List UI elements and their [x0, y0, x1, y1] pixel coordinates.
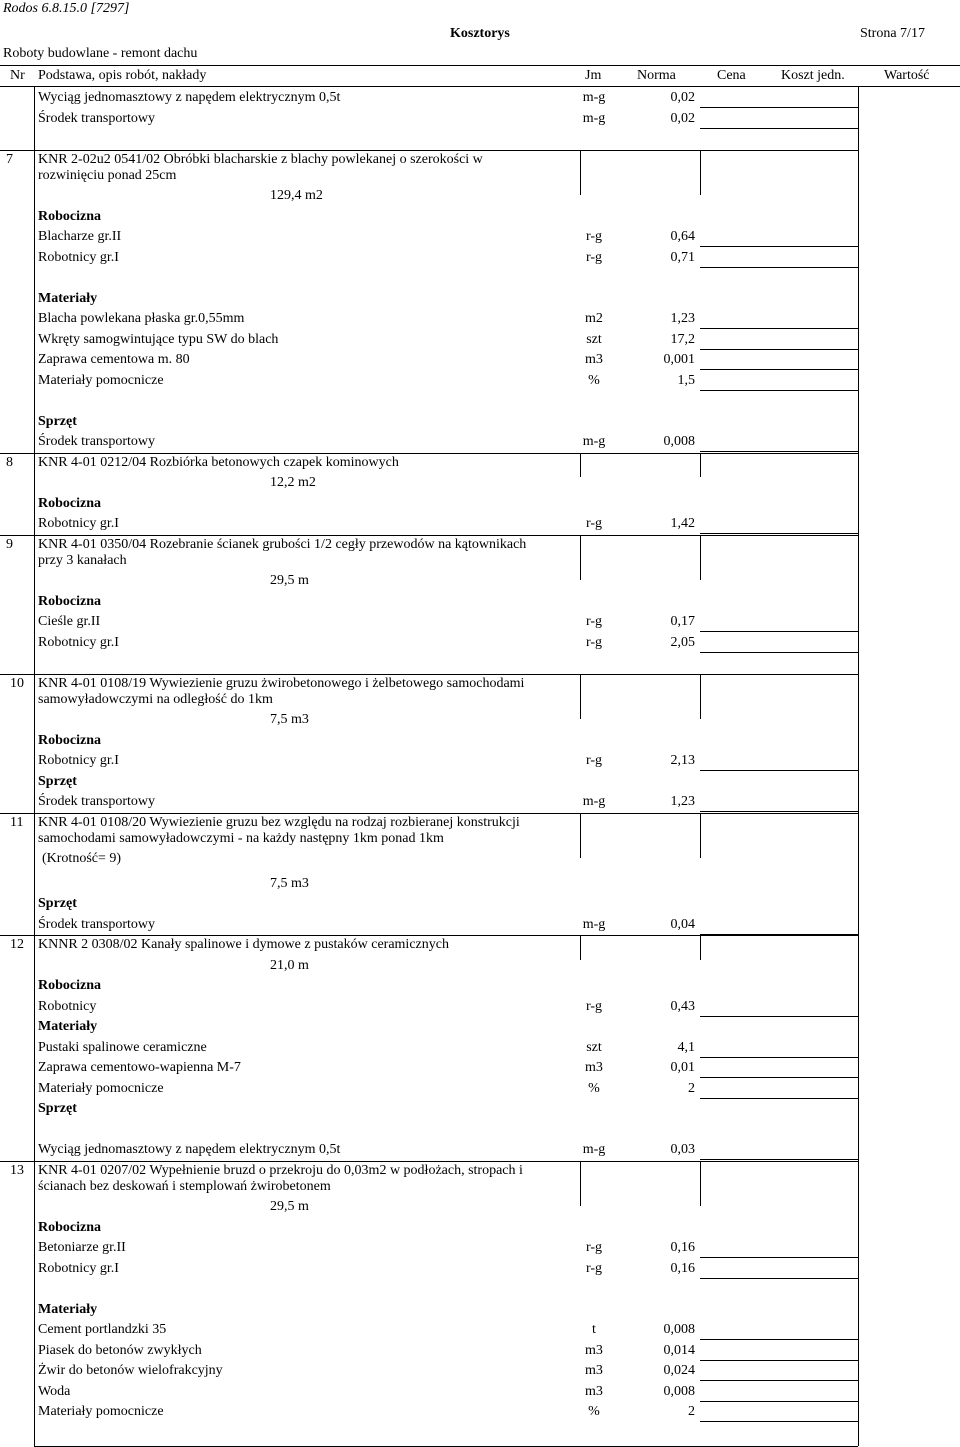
- resource-unit: r-g: [585, 753, 603, 768]
- position-description: KNR 4-01 0350/04 Rozebranie ścianek grubości 1/2 cegły przewodów na kątownikach: [38, 536, 527, 552]
- resource-unit: szt: [586, 1039, 602, 1055]
- col-koszt: Koszt jedn.: [781, 68, 845, 83]
- resource-name: Wyciąg jednomasztowy z napędem elektrycznym 0,5t: [38, 90, 341, 105]
- resource-name: Robotnicy gr.I: [38, 1260, 119, 1276]
- resource-rule: [700, 1401, 858, 1402]
- resource-unit: r-g: [585, 229, 603, 244]
- position-description-cont: rozwinięciu ponad 25cm: [38, 167, 177, 183]
- position-jm-rule: [580, 535, 581, 580]
- resource-norm: 0,008: [663, 434, 695, 449]
- col-jm: Jm: [585, 68, 602, 83]
- position-number: 9: [6, 536, 13, 552]
- resource-unit: m-g: [582, 434, 606, 449]
- position-quantity: 21,0 m: [270, 957, 309, 973]
- position-norma-rule: [700, 813, 701, 858]
- section-heading: Robocizna: [38, 208, 101, 224]
- position-description-cont: samochodami samowyładowczymi - na każdy następny 1km ponad 1km: [38, 830, 444, 846]
- resource-norm: 0,014: [663, 1342, 695, 1358]
- app-version: Rodos 6.8.15.0 [7297]: [3, 1, 130, 16]
- resource-rule: [700, 1421, 858, 1422]
- position-quantity: 7,5 m3: [270, 875, 309, 891]
- resource-rule: [700, 369, 858, 370]
- position-quantity: 29,5 m: [270, 1199, 309, 1214]
- resource-name: Wkręty samogwintujące typu SW do blach: [38, 331, 279, 347]
- resource-unit: r-g: [585, 634, 603, 650]
- resource-unit: r-g: [585, 1260, 603, 1276]
- resource-unit: szt: [586, 331, 602, 347]
- resource-name: Zaprawa cementowo-wapienna M-7: [38, 1060, 241, 1075]
- position-jm-rule: [580, 150, 581, 195]
- position-quantity: 7,5 m3: [270, 712, 309, 727]
- resource-name: Środek transportowy: [38, 794, 156, 809]
- resource-name: Robotnicy gr.I: [38, 516, 119, 531]
- position-description: KNNR 2 0308/02 Kanały spalinowe i dymowe z pustaków ceramicznych: [38, 937, 449, 952]
- position-separator: [0, 813, 858, 814]
- resource-name: Cement portlandzki 35: [38, 1322, 167, 1337]
- resource-unit: %: [588, 1404, 600, 1419]
- resource-norm: 1,42: [670, 516, 695, 531]
- position-description: KNR 4-01 0108/20 Wywiezienie gruzu bez względu na rodzaj rozbieranej konstrukcji: [38, 814, 520, 830]
- position-description-cont: samowyładowczymi na odległość do 1km: [38, 691, 273, 707]
- section-heading: Robocizna: [38, 495, 101, 511]
- section-heading: Sprzęt: [38, 1101, 77, 1116]
- nr-column-line: [34, 86, 35, 1446]
- resource-unit: r-g: [585, 249, 603, 265]
- col-cena: Cena: [717, 68, 746, 83]
- section-heading: Materiały: [38, 290, 98, 306]
- section-heading: Sprzęt: [38, 773, 77, 789]
- resource-unit: m3: [585, 1383, 603, 1399]
- resource-name: Materiały pomocnicze: [38, 372, 164, 388]
- resource-unit: r-g: [585, 614, 603, 629]
- position-quantity: 29,5 m: [270, 573, 309, 588]
- position-norma-rule: [700, 150, 701, 195]
- resource-name: Blacharze gr.II: [38, 229, 122, 244]
- resource-name: Środek transportowy: [38, 434, 156, 449]
- resource-norm: 1,23: [670, 311, 695, 326]
- resource-norm: 0,001: [663, 352, 695, 367]
- resource-unit: m3: [585, 1363, 603, 1378]
- position-description: KNR 4-01 0207/02 Wypełnienie bruzd o przekroju do 0,03m2 w podłożach, stropach i: [38, 1162, 523, 1178]
- resource-norm: 0,43: [670, 998, 695, 1014]
- resource-rule: [700, 349, 858, 350]
- resource-rule: [700, 770, 858, 771]
- resource-unit: m-g: [582, 90, 606, 105]
- position-jm-rule: [580, 674, 581, 719]
- resource-name: Materiały pomocnicze: [38, 1404, 164, 1419]
- header-top-rule: [0, 65, 960, 66]
- resource-norm: 2,13: [670, 753, 695, 768]
- resource-name: Piasek do betonów zwykłych: [38, 1342, 202, 1358]
- resource-norm: 17,2: [670, 331, 695, 347]
- resource-norm: 0,02: [670, 110, 695, 126]
- position-jm-rule: [580, 935, 581, 960]
- resource-name: Robotnicy: [38, 998, 97, 1014]
- resource-rule: [700, 390, 858, 391]
- resource-unit: m-g: [582, 794, 606, 809]
- resource-norm: 4,1: [677, 1039, 695, 1055]
- resource-unit: r-g: [585, 1240, 603, 1255]
- resource-unit: r-g: [585, 516, 603, 531]
- position-description-cont: ścianach bez deskowań i stemplowań żwirobetonem: [38, 1178, 331, 1194]
- position-separator: [0, 674, 858, 675]
- resource-norm: 0,16: [670, 1260, 695, 1276]
- position-separator: [0, 535, 858, 536]
- section-heading: Robocizna: [38, 593, 101, 609]
- resource-rule: [700, 267, 858, 268]
- position-description-cont: przy 3 kanałach: [38, 552, 127, 568]
- position-separator: [0, 150, 858, 151]
- resource-norm: 0,16: [670, 1240, 695, 1255]
- resource-unit: m3: [585, 1342, 603, 1358]
- position-norma-rule: [700, 453, 701, 478]
- position-description: KNR 4-01 0108/19 Wywiezienie gruzu żwirobetonowego i żelbetowego samochodami: [38, 675, 525, 691]
- resource-name: Środek transportowy: [38, 916, 156, 932]
- position-number: 13: [10, 1162, 24, 1178]
- resource-name: Blacha powlekana płaska gr.0,55mm: [38, 311, 245, 326]
- resource-rule: [700, 246, 858, 247]
- position-separator: [0, 935, 858, 936]
- position-quantity: 12,2 m2: [270, 475, 316, 490]
- resource-unit: m3: [585, 1060, 603, 1075]
- section-heading: Robocizna: [38, 1219, 101, 1235]
- col-wartosc: Wartość: [884, 68, 930, 83]
- col-nr: Nr: [10, 68, 25, 83]
- resource-unit: m-g: [582, 916, 606, 932]
- resource-norm: 0,64: [670, 229, 695, 244]
- position-separator: [0, 1161, 858, 1162]
- position-number: 10: [10, 675, 24, 691]
- multiplicity-note: (Krotność= 9): [42, 851, 122, 866]
- section-heading: Robocizna: [38, 978, 101, 993]
- resource-rule: [700, 1016, 858, 1017]
- position-norma-rule: [700, 535, 701, 580]
- position-jm-rule: [580, 813, 581, 858]
- resource-name: Zaprawa cementowa m. 80: [38, 352, 190, 367]
- resource-rule: [700, 1380, 858, 1381]
- resource-unit: m2: [585, 311, 603, 326]
- page-number: Strona 7/17: [860, 26, 925, 41]
- resource-name: Cieśle gr.II: [38, 614, 101, 629]
- doc-title: Kosztorys: [450, 26, 510, 41]
- section-heading: Sprzęt: [38, 413, 77, 429]
- resource-unit: %: [588, 372, 600, 388]
- resource-rule: [700, 328, 858, 329]
- resource-norm: 1,23: [670, 794, 695, 809]
- resource-name: Robotnicy gr.I: [38, 249, 119, 265]
- resource-norm: 1,5: [677, 372, 695, 388]
- position-description: KNR 4-01 0212/04 Rozbiórka betonowych czapek kominowych: [38, 454, 399, 470]
- position-jm-rule: [580, 453, 581, 478]
- resource-norm: 0,04: [670, 916, 695, 932]
- resource-rule: [700, 128, 858, 129]
- position-number: 7: [6, 151, 13, 167]
- resource-name: Wyciąg jednomasztowy z napędem elektrycznym 0,5t: [38, 1142, 341, 1157]
- section-heading: Robocizna: [38, 732, 101, 748]
- resource-rule: [700, 1098, 858, 1099]
- resource-rule: [700, 1057, 858, 1058]
- resource-norm: 0,03: [670, 1142, 695, 1157]
- resource-name: Robotnicy gr.I: [38, 634, 119, 650]
- resource-norm: 0,01: [670, 1060, 695, 1075]
- resource-norm: 0,024: [663, 1363, 695, 1378]
- resource-unit: %: [588, 1080, 600, 1096]
- resource-unit: m3: [585, 352, 603, 367]
- resource-rule: [700, 631, 858, 632]
- resource-norm: 0,008: [663, 1383, 695, 1399]
- resource-name: Żwir do betonów wielofrakcyjny: [38, 1363, 223, 1378]
- position-norma-rule: [700, 1161, 701, 1206]
- section-heading: Sprzęt: [38, 896, 77, 911]
- resource-norm: 0,008: [663, 1322, 695, 1337]
- position-number: 11: [10, 814, 24, 830]
- right-column-line: [858, 86, 859, 1446]
- resource-norm: 0,71: [670, 249, 695, 265]
- section-heading: Materiały: [38, 1301, 98, 1317]
- position-number: 8: [6, 454, 13, 470]
- project-name: Roboty budowlane - remont dachu: [3, 46, 198, 61]
- resource-rule: [700, 1360, 858, 1361]
- resource-norm: 0,17: [670, 614, 695, 629]
- position-norma-rule: [700, 935, 701, 960]
- resource-unit: m-g: [582, 110, 606, 126]
- col-desc: Podstawa, opis robót, nakłady: [38, 68, 207, 83]
- position-jm-rule: [580, 1161, 581, 1206]
- resource-norm: 2: [688, 1080, 695, 1096]
- resource-rule: [700, 107, 858, 108]
- position-norma-rule: [700, 674, 701, 719]
- resource-name: Materiały pomocnicze: [38, 1080, 164, 1096]
- resource-norm: 0,02: [670, 90, 695, 105]
- resource-name: Betoniarze gr.II: [38, 1240, 126, 1255]
- resource-rule: [700, 652, 858, 653]
- resource-unit: r-g: [585, 998, 603, 1014]
- resource-unit: t: [592, 1322, 596, 1337]
- resource-name: Woda: [38, 1383, 71, 1399]
- resource-norm: 2: [688, 1404, 695, 1419]
- resource-rule: [700, 1257, 858, 1258]
- resource-rule: [700, 1339, 858, 1340]
- resource-rule: [700, 1077, 858, 1078]
- resource-name: Robotnicy gr.I: [38, 753, 119, 768]
- position-quantity: 129,4 m2: [270, 188, 323, 203]
- header-bottom-rule: [0, 86, 960, 87]
- position-separator: [0, 453, 858, 454]
- resource-unit: m-g: [582, 1142, 606, 1157]
- section-heading: Materiały: [38, 1019, 98, 1034]
- resource-rule: [700, 1278, 858, 1279]
- position-description: KNR 2-02u2 0541/02 Obróbki blacharskie z blachy powlekanej o szerokości w: [38, 151, 483, 167]
- resource-norm: 2,05: [670, 634, 695, 650]
- resource-name: Pustaki spalinowe ceramiczne: [38, 1039, 207, 1055]
- position-number: 12: [10, 937, 24, 952]
- col-norma: Norma: [637, 68, 676, 83]
- resource-name: Środek transportowy: [38, 110, 156, 126]
